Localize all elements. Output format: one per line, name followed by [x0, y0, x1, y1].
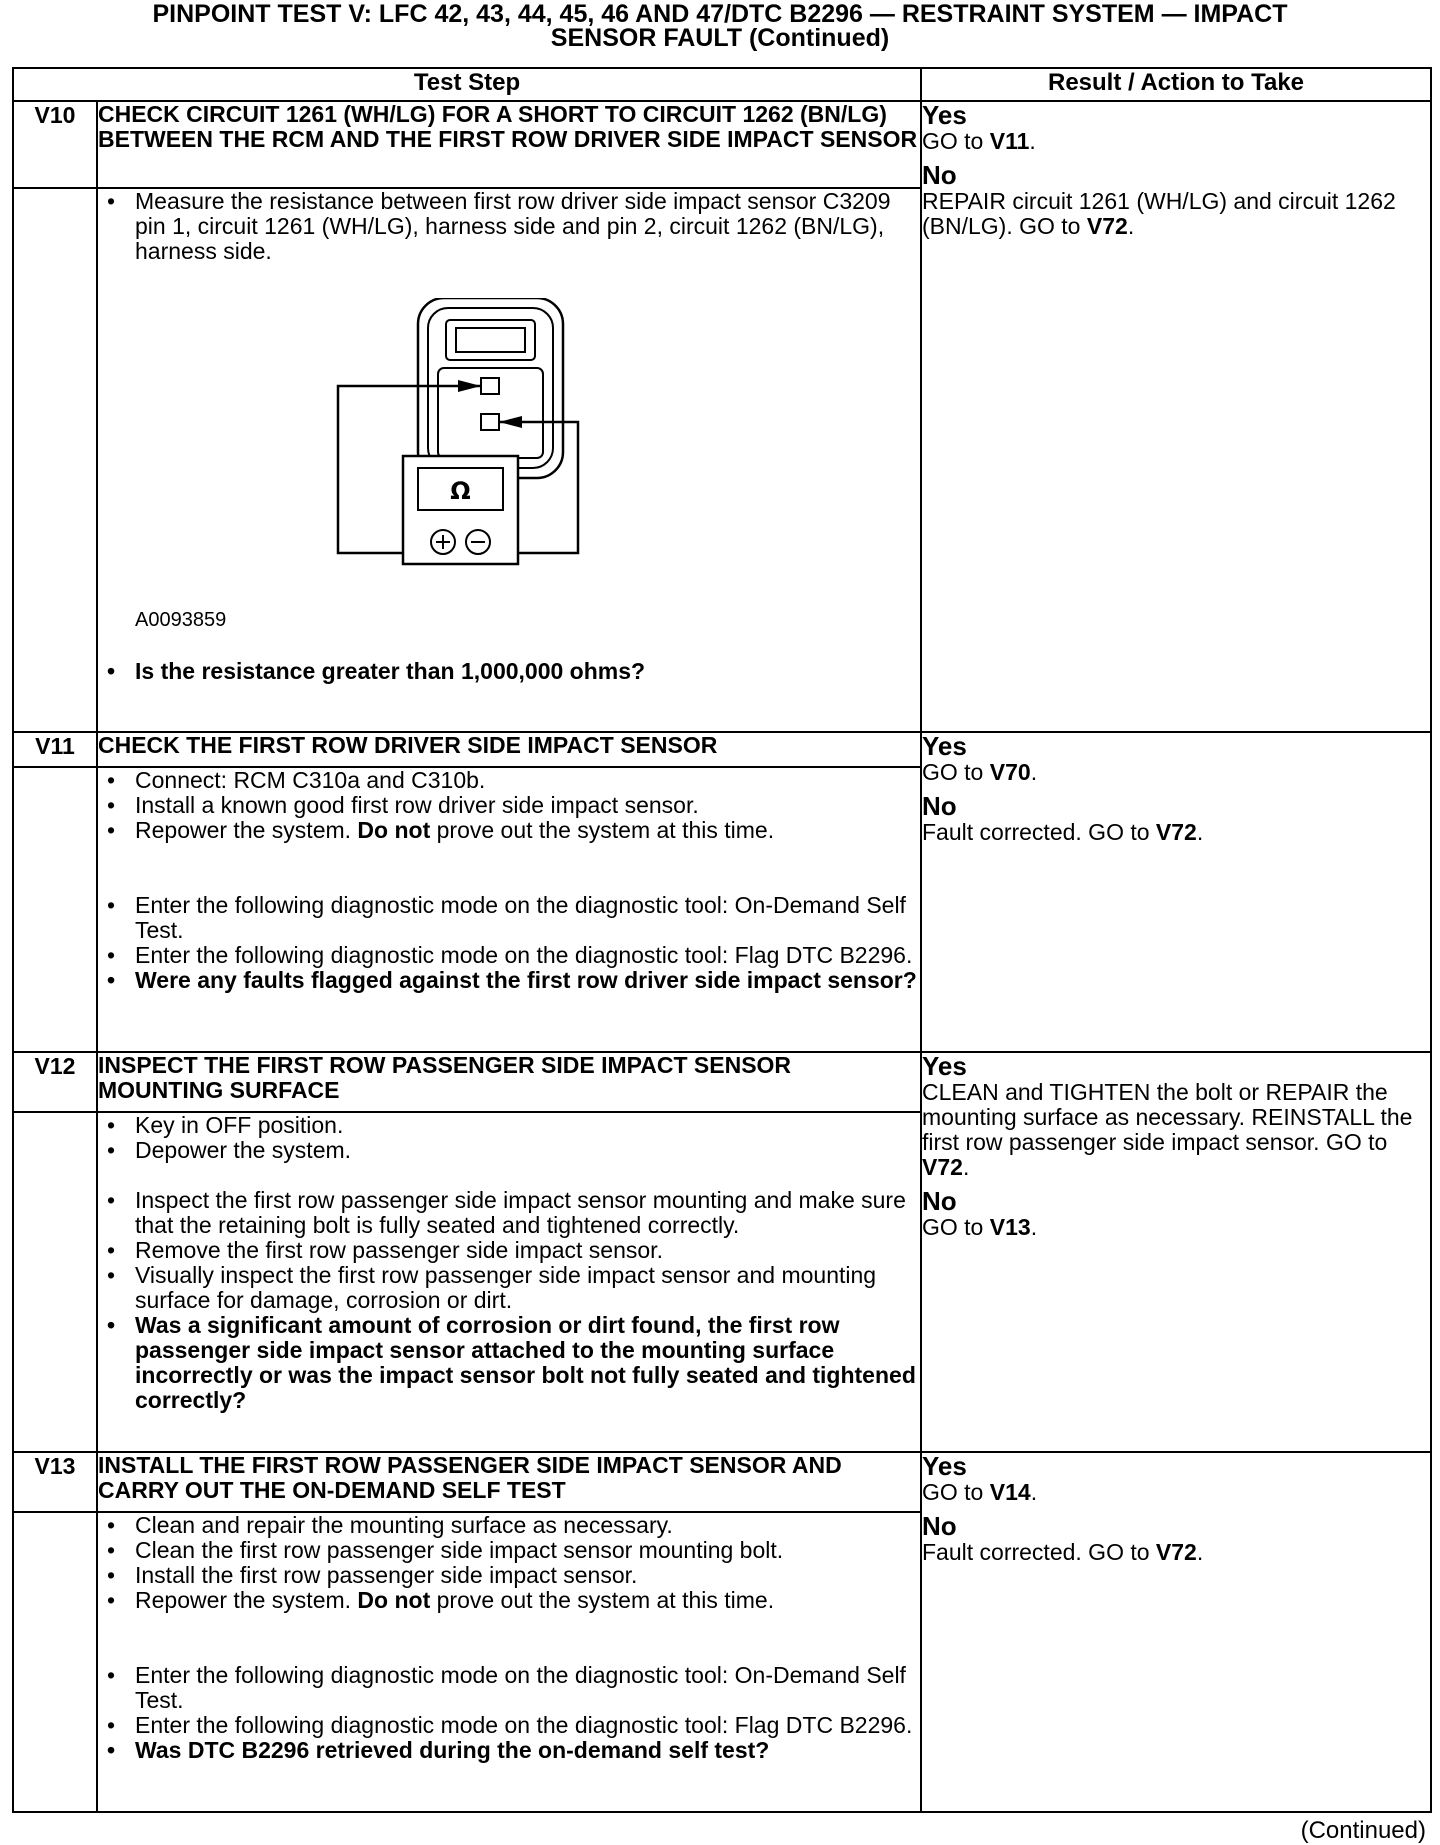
result-v13 [921, 1452, 1431, 1812]
column-header-test-step: Test Step [13, 68, 921, 101]
step-body-v12 [97, 1112, 921, 1452]
ohmmeter-connector-illustration [318, 298, 698, 628]
step-title-v12: INSPECT THE FIRST ROW PASSENGER SIDE IMPACT SENSOR MOUNTING SURFACE [97, 1052, 921, 1112]
no-text: Fault corrected. GO to [922, 819, 1156, 845]
result-v10 [921, 101, 1431, 732]
question-item: • Is the resistance greater than 1,000,000 ohms? [98, 659, 920, 684]
yes-text: CLEAN and TIGHTEN the bolt or REPAIR the mounting surface as necessary. REINSTALL the first row passenger side impact sensor. GO to [922, 1079, 1413, 1155]
result-yes-v13: Yes GO to V14. [922, 1453, 1430, 1505]
result-no-v12: No GO to V13. [922, 1188, 1430, 1240]
result-no-v13: No Fault corrected. GO to V72. [922, 1513, 1430, 1565]
step-link-v72[interactable]: V72 [1086, 213, 1128, 239]
step-title-v11: CHECK THE FIRST ROW DRIVER SIDE IMPACT SENSOR [97, 732, 921, 767]
yes-label: Yes [922, 731, 967, 761]
column-header-result: Result / Action to Take [921, 68, 1431, 101]
list-item: • Connect: RCM C310a and C310b. [98, 768, 920, 793]
result-yes-v10: Yes GO to V11. [922, 102, 1430, 154]
page-title-line1: PINPOINT TEST V: LFC 42, 43, 44, 45, 46 AND 47/DTC B2296 — RESTRAINT SYSTEM — IMPACT [152, 0, 1288, 28]
result-yes-v12: Yes CLEAN and TIGHTEN the bolt or REPAIR the mounting surface as necessary. REINSTALL the first row passenger side impact sensor. GO to V72. [922, 1053, 1430, 1180]
pinpoint-test-table [12, 67, 1432, 1813]
no-label: No [922, 1511, 957, 1541]
step-body-v10 [97, 188, 921, 732]
step-title-v13: INSTALL THE FIRST ROW PASSENGER SIDE IMPACT SENSOR AND CARRY OUT THE ON-DEMAND SELF TEST [97, 1452, 921, 1512]
list-item: • Enter the following diagnostic mode on the diagnostic tool: On-Demand Self Test. [98, 1663, 920, 1713]
no-label: No [922, 791, 957, 821]
list-item: • Clean the first row passenger side impact sensor mounting bolt. [98, 1538, 920, 1563]
yes-text: GO to [922, 1479, 990, 1505]
result-no-v11: No Fault corrected. GO to V72. [922, 793, 1430, 845]
yes-label: Yes [922, 1051, 967, 1081]
list-item: • Measure the resistance between first row driver side impact sensor C3209 pin 1, circuit 1261 (WH/LG), harness side and pin 2, circuit 1262 (BN/LG), harness side. [98, 189, 920, 264]
list-item: • Key in OFF position. [98, 1113, 920, 1138]
step-id-v13: V13 [13, 1452, 97, 1512]
step-id-v10: V10 [13, 101, 97, 188]
no-label: No [922, 160, 957, 190]
continued-footer: (Continued) [1300, 1817, 1426, 1844]
step-body-v13 [97, 1512, 921, 1812]
step-link-v11[interactable]: V11 [989, 128, 1030, 154]
list-item: • Install the first row passenger side impact sensor. [98, 1563, 920, 1588]
question-item: • Were any faults flagged against the first row driver side impact sensor? [98, 968, 920, 993]
connector-outline [418, 298, 563, 478]
list-item: • Inspect the first row passenger side impact sensor mounting and make sure that the retaining bolt is fully seated and tightened correctly. [98, 1188, 920, 1238]
step-link-v72[interactable]: V72 [922, 1154, 963, 1180]
yes-text: GO to [922, 128, 990, 154]
no-text: REPAIR circuit 1261 (WH/LG) and circuit 1262 (BN/LG). GO to [922, 188, 1396, 239]
step-link-v13[interactable]: V13 [989, 1214, 1031, 1240]
connector-diagram [98, 264, 920, 659]
step-body-v11 [97, 767, 921, 1052]
page-title [0, 2, 1440, 50]
step-link-v72[interactable]: V72 [1155, 1539, 1197, 1565]
no-text: Fault corrected. GO to [922, 1539, 1156, 1565]
list-item: • Visually inspect the first row passenger side impact sensor and mounting surface for damage, corrosion or dirt. [98, 1263, 920, 1313]
step-link-v72[interactable]: V72 [1155, 819, 1197, 845]
no-text: GO to [922, 1214, 990, 1240]
list-item: • Repower the system. Do not prove out the system at this time. [98, 1588, 920, 1613]
question-item: • Was a significant amount of corrosion or dirt found, the first row passenger side impact sensor attached to the mounting surface incorrectly or was the impact sensor bolt not fully seated and tightened correctly? [98, 1313, 920, 1413]
step-title-v10: CHECK CIRCUIT 1261 (WH/LG) FOR A SHORT TO CIRCUIT 1262 (BN/LG) BETWEEN THE RCM AND THE FIRST ROW DRIVER SIDE IMPACT SENSOR [97, 101, 921, 188]
yes-text: GO to [922, 759, 990, 785]
result-v11 [921, 732, 1431, 1052]
ohm-symbol: Ω [450, 477, 471, 505]
figure-id: A0093859 [135, 609, 227, 631]
list-item: • Enter the following diagnostic mode on the diagnostic tool: Flag DTC B2296. [98, 1713, 920, 1738]
yes-label: Yes [922, 1451, 967, 1481]
list-item: • Depower the system. [98, 1138, 920, 1163]
result-no-v10: No REPAIR circuit 1261 (WH/LG) and circuit 1262 (BN/LG). GO to V72. [922, 162, 1430, 239]
step-id-v11: V11 [13, 732, 97, 767]
page-title-line2: SENSOR FAULT (Continued) [550, 24, 890, 52]
list-item: • Repower the system. Do not prove out the system at this time. [98, 818, 920, 843]
result-yes-v11: Yes GO to V70. [922, 733, 1430, 785]
step-link-v70[interactable]: V70 [989, 759, 1031, 785]
question-item: • Was DTC B2296 retrieved during the on-demand self test? [98, 1738, 920, 1763]
list-item: • Enter the following diagnostic mode on the diagnostic tool: Flag DTC B2296. [98, 943, 920, 968]
result-v12 [921, 1052, 1431, 1452]
list-item: • Install a known good first row driver side impact sensor. [98, 793, 920, 818]
step-id-v12: V12 [13, 1052, 97, 1112]
list-item: • Clean and repair the mounting surface as necessary. [98, 1513, 920, 1538]
step-link-v14[interactable]: V14 [989, 1479, 1031, 1505]
yes-label: Yes [922, 100, 967, 130]
list-item: • Remove the first row passenger side impact sensor. [98, 1238, 920, 1263]
list-item: • Enter the following diagnostic mode on the diagnostic tool: On-Demand Self Test. [98, 893, 920, 943]
no-label: No [922, 1186, 957, 1216]
